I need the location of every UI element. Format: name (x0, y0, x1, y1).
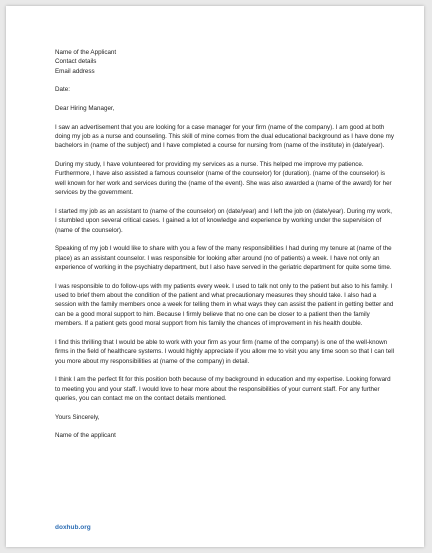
salutation: Dear Hiring Manager, (55, 105, 115, 112)
paragraph-1: I saw an advertisement that you are looking for a case manager for your firm (name of the company). I am good at both doing my job as a nurse and counseling. This skill of mine comes from the dual educational background as I have done my bachelors in (name of the subject) and I have completed a course for nursing from (name of the institute) in (date/year). (55, 123, 394, 150)
paragraph-4: Speaking of my job I would like to share with you a few of the many responsibilities I had during my tenure at (name of the place) as an assistant counselor. I was responsible for looking after around (no of patients) a week. I have not only an experience of working in the psychiatry department, but I also have served in the geriatric department for quite some time. (55, 245, 392, 272)
paragraph-5: I was responsible to do follow-ups with my patients every week. I used to talk not only to the patient but also to his family. I used to brief them about the condition of the patient and what precautionary measures they should take. I also had a session with the family members once a week for telling them in what ways they can assist the patient in getting better and can be a good moral support to him. Because I firmly believe that no one can be closer to a patient then the family members. If a patient gets good moral support from his family the chances of improvement in his health double. (55, 282, 394, 328)
footer-site-link[interactable]: doxhub.org (55, 524, 91, 531)
applicant-name: Name of the Applicant (55, 49, 117, 56)
date-line: Date: (55, 86, 70, 94)
contact-details: Contact details (55, 58, 97, 66)
email-address: Email address (55, 67, 95, 75)
paragraph-7: I think I am the perfect fit for this position both because of my background in education and my expertise. Looking forward to meeting you and your staff. I would love to hear more about the responsibilities of your current staff. For any further queries, you can contact me on the contact details mentioned. (55, 376, 391, 403)
paragraph-2: During my study, I have volunteered for providing my services as a nurse. This helped me improve my patience. Furthermore, I have also assisted a famous counselor (name of the counselor) for (duration). (name of the counselor) is well known for her work and services during the (name of the event). She was also awarded a (name of the award) for her services by the government. (55, 161, 392, 197)
paragraph-6: I find this thrilling that I would be able to work with your firm as your firm (name of the company) is one of the well-known firms in the field of healthcare systems. I would highly appreciate if you allow me to visit you any time soon so that I can tell you more about my responsibilities at (name of the company) in detail. (55, 338, 395, 365)
signature: Name of the applicant (55, 432, 116, 440)
letter-page (6, 6, 424, 547)
letter-body (55, 48, 395, 450)
paragraph-3: I started my job as an assistant to (name of the counselor) on (date/year) and I left the job on (date/year). During my work, I stumbled upon several critical cases. I gained a lot of knowledge and experience by working under the supervision of (name of the counselor). (55, 207, 392, 234)
closing: Yours Sincerely, (55, 413, 100, 421)
